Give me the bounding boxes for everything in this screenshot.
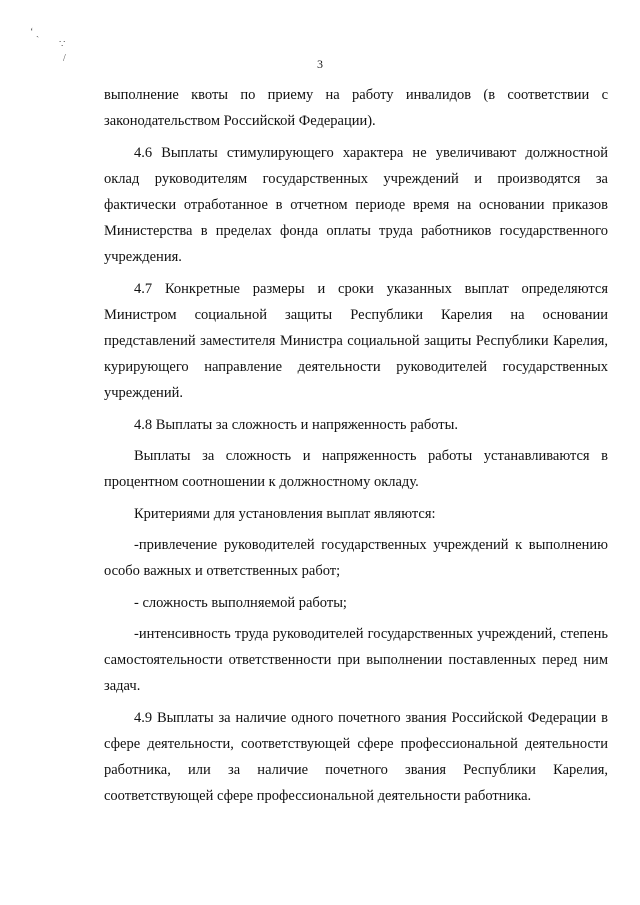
scan-artifact: ‘ ˏ <box>30 27 40 38</box>
criteria-item: -привлечение руководителей государственных учреждений к выполнению особо важных и ответственных работ; <box>104 537 608 579</box>
paragraph: Выплаты за сложность и напряженность работы устанавливаются в процентном соотношении к должностному окладу. <box>104 448 608 490</box>
criteria-item: -интенсивность труда руководителей государственных учреждений, степень самостоятельности ответственности при выполнении поставленных перед ним задач. <box>104 626 608 694</box>
criteria-intro: Критериями для установления выплат являются: <box>134 506 436 522</box>
scan-artifact: ∵ <box>59 39 66 50</box>
criteria-item: - сложность выполняемой работы; <box>134 595 347 611</box>
paragraph-4-9: 4.9 Выплаты за наличие одного почетного звания Российской Федерации в сфере деятельности, соответствующей сфере профессиональной деятельности работника, или за наличие почетного звания Республики Карелия, соответствующей сфере профессиональной деятельности работника. <box>104 710 608 804</box>
paragraph-4-7: 4.7 Конкретные размеры и сроки указанных выплат определяются Министром социальной защиты Республики Карелия на основании представлений заместителя Министра социальной защиты Республики Карелия, курирующего направление деятельности руководителей государственных учреждений. <box>104 281 608 401</box>
paragraph-4-6: 4.6 Выплаты стимулирующего характера не увеличивают должностной оклад руководителям государственных учреждений и производятся за фактически отработанное в отчетном периоде время на основании приказов Министерства в пределах фонда оплаты труда работников государственного учреждения. <box>104 145 608 265</box>
paragraph-4-8-heading: 4.8 Выплаты за сложность и напряженность работы. <box>134 417 458 433</box>
paragraph: выполнение квоты по приему на работу инвалидов (в соответствии с законодательством Российской Федерации). <box>104 87 608 129</box>
scan-artifact: / <box>63 53 66 64</box>
page-number: 3 <box>317 57 323 71</box>
document-body <box>104 82 608 815</box>
